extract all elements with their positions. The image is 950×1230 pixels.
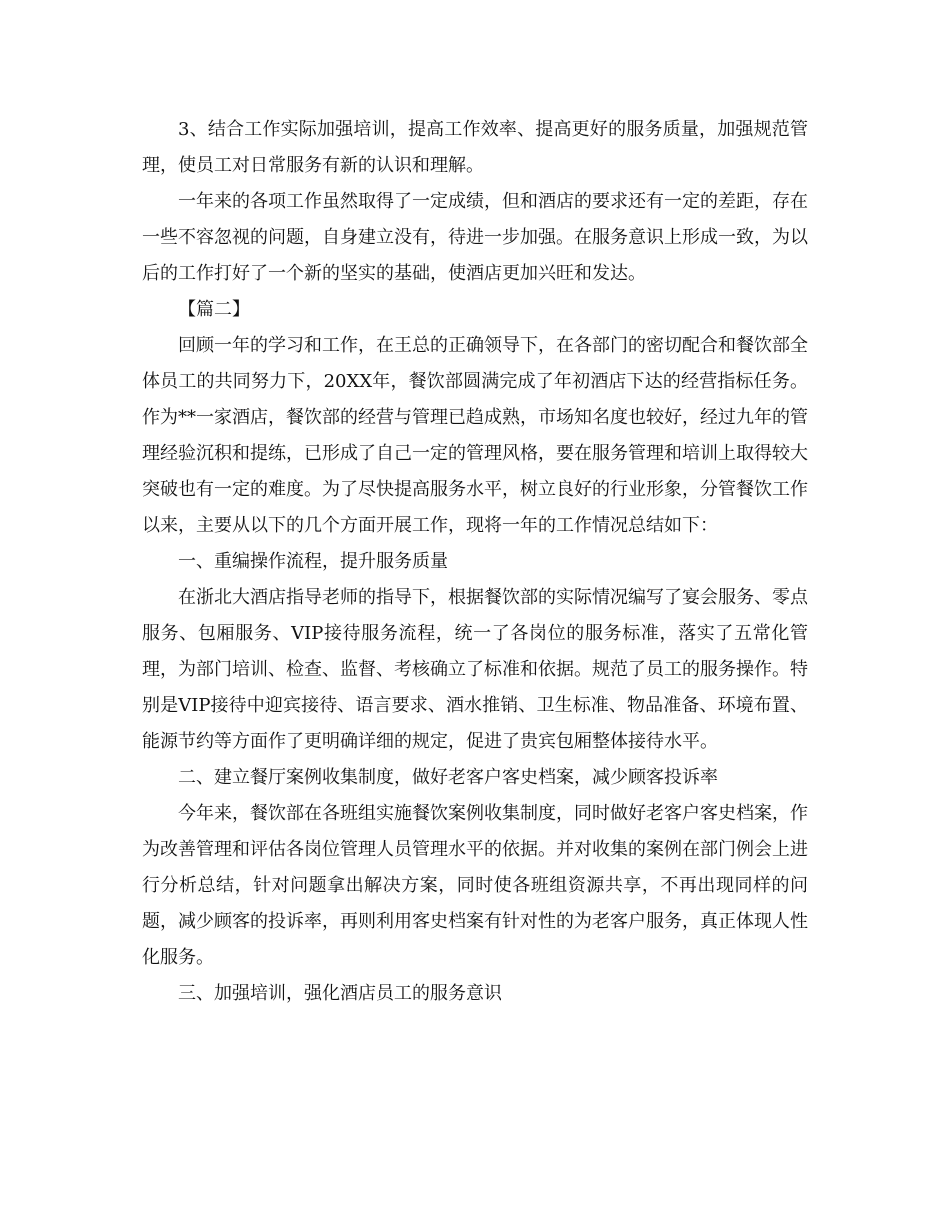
section-heading-part-two: 【篇二】 [178, 299, 250, 320]
paragraph-training-item-3: 3、结合工作实际加强培训，提高工作效率、提高更好的服务质量，加强规范管理，使员工对日常服务有新的认识和理解。 [142, 119, 808, 176]
paragraph-year-summary: 一年来的各项工作虽然取得了一定成绩，但和酒店的要求还有一定的差距，存在一些不容忽视的问题，自身建立没有，待进一步加强。在服务意识上形成一致，为以后的工作打好了一个新的坚实的基础，使酒店更加兴旺和发达。 [142, 191, 808, 284]
paragraph-item-2-body: 今年来，餐饮部在各班组实施餐饮案例收集制度，同时做好老客户客史档案，作为改善管理和评估各岗位管理人员管理水平的依据。并对收集的案例在部门例会上进行分析总结，针对问题拿出解决方案，同时使各班组资源共享，不再出现同样的问题，减少顾客的投诉率，再则利用客史档案有针对性的为老客户服务，真正体现人性化服务。 [142, 803, 808, 968]
paragraph-review-intro: 回顾一年的学习和工作，在王总的正确领导下，在各部门的密切配合和餐饮部全体员工的共同努力下，20XX年，餐饮部圆满完成了年初酒店下达的经营指标任务。作为**一家酒店，餐饮部的经营与管理已趋成熟，市场知名度也较好，经过九年的管理经验沉积和提练，已形成了自己一定的管理风格，要在服务管理和培训上取得较大突破也有一定的难度。为了尽快提高服务水平，树立良好的行业形象，分管餐饮工作以来，主要从以下的几个方面开展工作，现将一年的工作情况总结如下： [142, 335, 808, 536]
heading-item-2: 二、建立餐厅案例收集制度，做好老客户客史档案，减少顾客投诉率 [178, 767, 718, 788]
document-body [142, 112, 808, 1012]
paragraph-item-1-body: 在浙北大酒店指导老师的指导下，根据餐饮部的实际情况编写了宴会服务、零点服务、包厢服务、VIP接待服务流程，统一了各岗位的服务标准，落实了五常化管理，为部门培训、检查、监督、考核确立了标准和依据。规范了员工的服务操作。特别是VIP接待中迎宾接待、语言要求、酒水推销、卫生标准、物品准备、环境布置、能源节约等方面作了更明确详细的规定，促进了贵宾包厢整体接待水平。 [142, 587, 808, 752]
heading-item-1: 一、重编操作流程，提升服务质量 [178, 551, 448, 572]
heading-item-3: 三、加强培训，强化酒店员工的服务意识 [178, 983, 502, 1004]
